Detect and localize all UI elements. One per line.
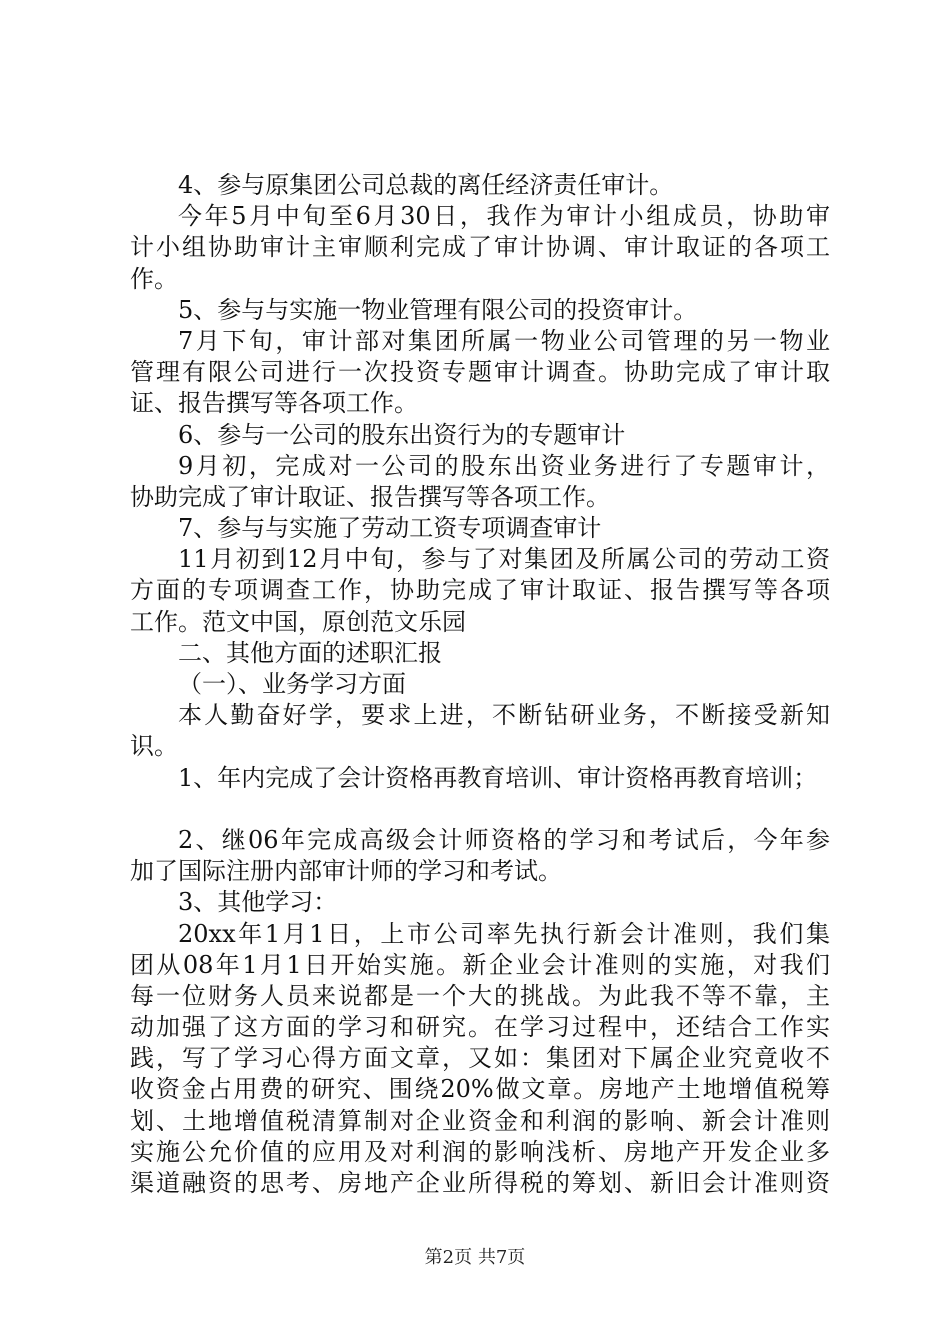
paragraph-line: 11月初到12月中旬，参与了对集团及所属公司的劳动工资 <box>178 545 830 574</box>
paragraph-line: 计小组协助审计主审顺利完成了审计协调、审计取证的各项工 <box>130 233 830 262</box>
document-body <box>130 170 830 1199</box>
paragraph-line: 收资金占用费的研究、围绕20%做文章。房地产土地增值税筹 <box>130 1075 830 1104</box>
paragraph-line: 证、报告撰写等各项工作。 <box>130 389 418 418</box>
paragraph-line: 动加强了这方面的学习和研究。在学习过程中，还结合工作实 <box>130 1013 830 1042</box>
section-item-4: 4、参与原集团公司总裁的离任经济责任审计。 <box>178 171 674 199</box>
section-heading-2: 二、其他方面的述职汇报 <box>178 638 442 667</box>
paragraph-line: 7月下旬，审计部对集团所属一物业公司管理的另一物业 <box>178 326 830 355</box>
blank-line <box>130 794 830 825</box>
section-item-7: 7、参与与实施了劳动工资专项调查审计 <box>178 514 602 543</box>
paragraph-line: 9月初，完成对一公司的股东出资业务进行了专题审计， <box>178 451 830 480</box>
paragraph-line: 渠道融资的思考、房地产企业所得税的筹划、新旧会计准则资 <box>130 1169 830 1197</box>
paragraph-line: 管理有限公司进行一次投资专题审计调查。协助完成了审计取 <box>130 358 830 387</box>
section-item-5: 5、参与与实施一物业管理有限公司的投资审计。 <box>178 295 698 324</box>
study-item-3: 3、其他学习： <box>178 888 338 917</box>
paragraph-line: 每一位财务人员来说都是一个大的挑战。为此我不等不靠，主 <box>130 981 830 1010</box>
paragraph-line: 践，写了学习心得方面文章，又如：集团对下属企业究竟收不 <box>130 1044 830 1073</box>
paragraph-line: 今年5月中旬至6月30日，我作为审计小组成员，协助审 <box>178 202 830 231</box>
paragraph-line: 本人勤奋好学，要求上进，不断钻研业务，不断接受新知 <box>178 701 830 730</box>
paragraph-line: 识。 <box>130 732 178 761</box>
paragraph-line: 划、土地增值税清算制对企业资金和利润的影响、新会计准则 <box>130 1106 830 1135</box>
paragraph-line: 协助完成了审计取证、报告撰写等各项工作。 <box>130 482 610 511</box>
paragraph-line: 方面的专项调查工作，协助完成了审计取证、报告撰写等各项 <box>130 576 830 605</box>
paragraph-line: 20xx年1月1日，上市公司率先执行新会计准则，我们集 <box>178 919 830 948</box>
study-item-1: 1、年内完成了会计资格再教育培训、审计资格再教育培训； <box>178 763 818 792</box>
page-number-footer: 第2页 共7页 <box>424 1247 526 1268</box>
subsection-heading-1: （一）、业务学习方面 <box>178 670 406 698</box>
paragraph-line: 团从08年1月1日开始实施。新企业会计准则的实施，对我们 <box>130 950 830 979</box>
section-item-6: 6、参与一公司的股东出资行为的专题审计 <box>178 420 626 449</box>
paragraph-line: 加了国际注册内部审计师的学习和考试。 <box>130 857 562 886</box>
paragraph-line: 实施公允价值的应用及对利润的影响浅析、房地产开发企业多 <box>130 1137 830 1166</box>
study-item-2: 2、继06年完成高级会计师资格的学习和考试后，今年参 <box>178 825 830 854</box>
paragraph-line: 作。 <box>130 264 178 293</box>
paragraph-line: 工作。范文中国，原创范文乐园 <box>130 607 466 636</box>
